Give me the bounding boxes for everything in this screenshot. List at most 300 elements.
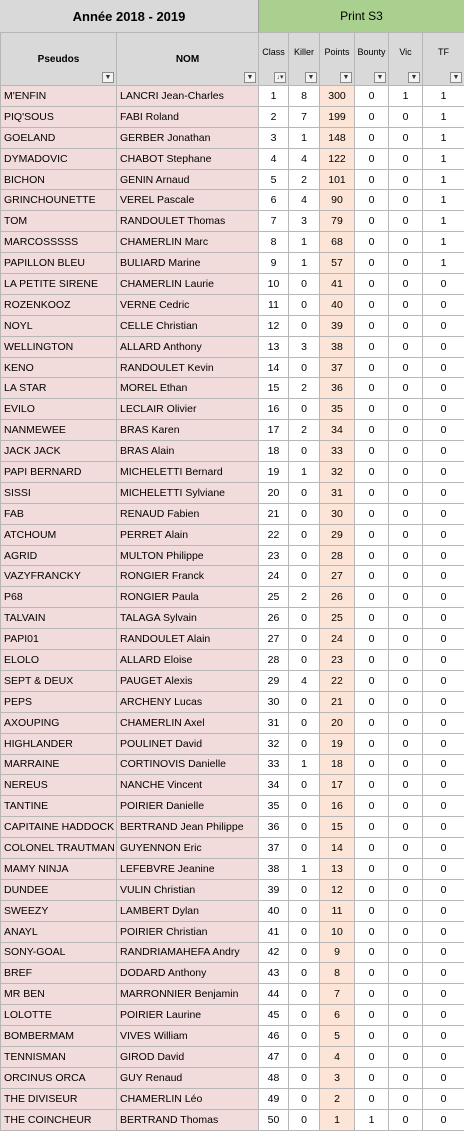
nom-cell[interactable]: MARRONNIER Benjamin <box>117 984 259 1005</box>
nom-cell[interactable]: POIRIER Danielle <box>117 796 259 817</box>
nom-cell[interactable]: CHAMERLIN Marc <box>117 232 259 253</box>
bounty-cell[interactable]: 0 <box>355 942 389 963</box>
class-cell[interactable]: 24 <box>259 566 289 587</box>
tf-cell[interactable]: 0 <box>423 670 464 691</box>
tf-cell[interactable]: 0 <box>423 963 464 984</box>
pseudo-cell[interactable]: BREF <box>1 963 117 984</box>
points-cell[interactable]: 3 <box>320 1067 355 1088</box>
class-cell[interactable]: 39 <box>259 879 289 900</box>
class-cell[interactable]: 2 <box>259 106 289 127</box>
tf-cell[interactable]: 1 <box>423 86 464 107</box>
tf-cell[interactable]: 0 <box>423 900 464 921</box>
bounty-cell[interactable]: 0 <box>355 879 389 900</box>
killer-cell[interactable]: 0 <box>289 274 320 295</box>
class-cell[interactable]: 25 <box>259 587 289 608</box>
vic-cell[interactable]: 0 <box>389 1026 423 1047</box>
tf-cell[interactable]: 0 <box>423 858 464 879</box>
pseudo-cell[interactable]: ORCINUS ORCA <box>1 1067 117 1088</box>
points-cell[interactable]: 2 <box>320 1088 355 1109</box>
bounty-cell[interactable]: 0 <box>355 775 389 796</box>
class-cell[interactable]: 38 <box>259 858 289 879</box>
class-cell[interactable]: 26 <box>259 608 289 629</box>
tf-cell[interactable]: 1 <box>423 211 464 232</box>
pseudo-cell[interactable]: LA PETITE SIRENE <box>1 274 117 295</box>
tf-cell[interactable]: 0 <box>423 1026 464 1047</box>
class-cell[interactable]: 12 <box>259 315 289 336</box>
killer-cell[interactable]: 0 <box>289 524 320 545</box>
nom-cell[interactable]: CHAMERLIN Laurie <box>117 274 259 295</box>
vic-cell[interactable]: 0 <box>389 921 423 942</box>
killer-cell[interactable]: 1 <box>289 253 320 274</box>
bounty-cell[interactable]: 0 <box>355 566 389 587</box>
points-cell[interactable]: 90 <box>320 190 355 211</box>
points-cell[interactable]: 39 <box>320 315 355 336</box>
nom-cell[interactable]: BRAS Karen <box>117 420 259 441</box>
points-cell[interactable]: 17 <box>320 775 355 796</box>
killer-cell[interactable]: 0 <box>289 963 320 984</box>
vic-cell[interactable]: 0 <box>389 691 423 712</box>
tf-cell[interactable]: 0 <box>423 650 464 671</box>
bounty-cell[interactable]: 0 <box>355 106 389 127</box>
killer-cell[interactable]: 0 <box>289 566 320 587</box>
pseudo-cell[interactable]: ATCHOUM <box>1 524 117 545</box>
vic-cell[interactable]: 0 <box>389 399 423 420</box>
tf-cell[interactable]: 0 <box>423 817 464 838</box>
bounty-cell[interactable]: 0 <box>355 232 389 253</box>
killer-cell[interactable]: 0 <box>289 441 320 462</box>
pseudo-cell[interactable]: EVILO <box>1 399 117 420</box>
killer-cell[interactable]: 4 <box>289 670 320 691</box>
nom-cell[interactable]: POIRIER Christian <box>117 921 259 942</box>
nom-cell[interactable]: GENIN Arnaud <box>117 169 259 190</box>
vic-cell[interactable]: 0 <box>389 524 423 545</box>
points-cell[interactable]: 34 <box>320 420 355 441</box>
points-cell[interactable]: 12 <box>320 879 355 900</box>
killer-cell[interactable]: 0 <box>289 817 320 838</box>
vic-cell[interactable]: 0 <box>389 817 423 838</box>
points-cell[interactable]: 26 <box>320 587 355 608</box>
class-cell[interactable]: 34 <box>259 775 289 796</box>
vic-cell[interactable]: 0 <box>389 1046 423 1067</box>
vic-cell[interactable]: 0 <box>389 942 423 963</box>
tf-cell[interactable]: 1 <box>423 106 464 127</box>
points-cell[interactable]: 29 <box>320 524 355 545</box>
nom-cell[interactable]: LANCRI Jean-Charles <box>117 86 259 107</box>
class-cell[interactable]: 9 <box>259 253 289 274</box>
tf-cell[interactable]: 0 <box>423 879 464 900</box>
bounty-cell[interactable]: 0 <box>355 1067 389 1088</box>
nom-cell[interactable]: BERTRAND Jean Philippe <box>117 817 259 838</box>
points-cell[interactable]: 79 <box>320 211 355 232</box>
points-cell[interactable]: 32 <box>320 462 355 483</box>
vic-cell[interactable]: 0 <box>389 566 423 587</box>
points-cell[interactable]: 5 <box>320 1026 355 1047</box>
class-cell[interactable]: 8 <box>259 232 289 253</box>
dropdown-filter-icon[interactable]: ▼ <box>374 72 386 83</box>
nom-cell[interactable]: DODARD Anthony <box>117 963 259 984</box>
points-cell[interactable]: 101 <box>320 169 355 190</box>
points-cell[interactable]: 122 <box>320 148 355 169</box>
nom-cell[interactable]: LEFEBVRE Jeanine <box>117 858 259 879</box>
killer-cell[interactable]: 4 <box>289 148 320 169</box>
nom-cell[interactable]: RANDOULET Kevin <box>117 357 259 378</box>
points-cell[interactable]: 16 <box>320 796 355 817</box>
points-cell[interactable]: 148 <box>320 127 355 148</box>
bounty-cell[interactable]: 0 <box>355 754 389 775</box>
pseudo-cell[interactable]: TENNISMAN <box>1 1046 117 1067</box>
pseudo-cell[interactable]: THE COINCHEUR <box>1 1109 117 1130</box>
tf-cell[interactable]: 0 <box>423 1067 464 1088</box>
bounty-cell[interactable]: 0 <box>355 733 389 754</box>
tf-cell[interactable]: 0 <box>423 712 464 733</box>
vic-cell[interactable]: 0 <box>389 879 423 900</box>
killer-cell[interactable]: 0 <box>289 1046 320 1067</box>
pseudo-cell[interactable]: P68 <box>1 587 117 608</box>
class-cell[interactable]: 21 <box>259 503 289 524</box>
killer-cell[interactable]: 0 <box>289 775 320 796</box>
killer-cell[interactable]: 0 <box>289 608 320 629</box>
bounty-cell[interactable]: 0 <box>355 211 389 232</box>
tf-cell[interactable]: 0 <box>423 984 464 1005</box>
nom-cell[interactable]: PERRET Alain <box>117 524 259 545</box>
pseudo-cell[interactable]: JACK JACK <box>1 441 117 462</box>
points-cell[interactable]: 33 <box>320 441 355 462</box>
nom-cell[interactable]: BULIARD Marine <box>117 253 259 274</box>
pseudo-cell[interactable]: GOELAND <box>1 127 117 148</box>
killer-cell[interactable]: 0 <box>289 900 320 921</box>
vic-cell[interactable]: 0 <box>389 963 423 984</box>
class-cell[interactable]: 43 <box>259 963 289 984</box>
class-cell[interactable]: 23 <box>259 545 289 566</box>
class-cell[interactable]: 22 <box>259 524 289 545</box>
tf-cell[interactable]: 0 <box>423 1109 464 1130</box>
vic-cell[interactable]: 0 <box>389 190 423 211</box>
class-cell[interactable]: 41 <box>259 921 289 942</box>
killer-cell[interactable]: 0 <box>289 796 320 817</box>
class-cell[interactable]: 18 <box>259 441 289 462</box>
class-cell[interactable]: 49 <box>259 1088 289 1109</box>
bounty-cell[interactable]: 0 <box>355 127 389 148</box>
nom-cell[interactable]: RONGIER Paula <box>117 587 259 608</box>
nom-cell[interactable]: BERTRAND Thomas <box>117 1109 259 1130</box>
vic-cell[interactable]: 0 <box>389 1109 423 1130</box>
class-cell[interactable]: 35 <box>259 796 289 817</box>
pseudo-cell[interactable]: ELOLO <box>1 650 117 671</box>
nom-cell[interactable]: RANDRIAMAHEFA Andry <box>117 942 259 963</box>
pseudo-cell[interactable]: PEPS <box>1 691 117 712</box>
bounty-cell[interactable]: 0 <box>355 858 389 879</box>
tf-cell[interactable]: 0 <box>423 608 464 629</box>
tf-cell[interactable]: 0 <box>423 691 464 712</box>
nom-cell[interactable]: MICHELETTI Sylviane <box>117 482 259 503</box>
pseudo-cell[interactable]: DUNDEE <box>1 879 117 900</box>
vic-cell[interactable]: 0 <box>389 482 423 503</box>
points-cell[interactable]: 13 <box>320 858 355 879</box>
killer-cell[interactable]: 1 <box>289 232 320 253</box>
bounty-cell[interactable]: 0 <box>355 817 389 838</box>
killer-cell[interactable]: 0 <box>289 315 320 336</box>
points-cell[interactable]: 199 <box>320 106 355 127</box>
pseudo-cell[interactable]: MARRAINE <box>1 754 117 775</box>
tf-cell[interactable]: 0 <box>423 1046 464 1067</box>
nom-cell[interactable]: RENAUD Fabien <box>117 503 259 524</box>
vic-cell[interactable]: 0 <box>389 211 423 232</box>
points-cell[interactable]: 37 <box>320 357 355 378</box>
nom-cell[interactable]: ALLARD Anthony <box>117 336 259 357</box>
pseudo-cell[interactable]: PAPILLON BLEU <box>1 253 117 274</box>
points-cell[interactable]: 35 <box>320 399 355 420</box>
dropdown-filter-icon[interactable]: ▼ <box>244 72 256 83</box>
tf-cell[interactable]: 1 <box>423 127 464 148</box>
dropdown-filter-icon[interactable]: ▼ <box>340 72 352 83</box>
tf-cell[interactable]: 0 <box>423 775 464 796</box>
tf-cell[interactable]: 0 <box>423 942 464 963</box>
tf-cell[interactable]: 0 <box>423 315 464 336</box>
tf-cell[interactable]: 0 <box>423 336 464 357</box>
points-cell[interactable]: 30 <box>320 503 355 524</box>
vic-cell[interactable]: 0 <box>389 545 423 566</box>
killer-cell[interactable]: 4 <box>289 190 320 211</box>
killer-cell[interactable]: 0 <box>289 1005 320 1026</box>
points-cell[interactable]: 11 <box>320 900 355 921</box>
pseudo-cell[interactable]: ROZENKOOZ <box>1 294 117 315</box>
nom-cell[interactable]: GUYENNON Eric <box>117 838 259 859</box>
class-cell[interactable]: 17 <box>259 420 289 441</box>
points-cell[interactable]: 6 <box>320 1005 355 1026</box>
points-cell[interactable]: 27 <box>320 566 355 587</box>
bounty-cell[interactable]: 0 <box>355 482 389 503</box>
points-cell[interactable]: 4 <box>320 1046 355 1067</box>
tf-cell[interactable]: 0 <box>423 754 464 775</box>
tf-cell[interactable]: 0 <box>423 357 464 378</box>
bounty-cell[interactable]: 0 <box>355 796 389 817</box>
class-cell[interactable]: 11 <box>259 294 289 315</box>
killer-cell[interactable]: 0 <box>289 545 320 566</box>
nom-cell[interactable]: VERNE Cedric <box>117 294 259 315</box>
points-cell[interactable]: 23 <box>320 650 355 671</box>
killer-cell[interactable]: 2 <box>289 420 320 441</box>
killer-cell[interactable]: 0 <box>289 482 320 503</box>
killer-cell[interactable]: 0 <box>289 629 320 650</box>
killer-cell[interactable]: 2 <box>289 169 320 190</box>
bounty-cell[interactable]: 0 <box>355 629 389 650</box>
bounty-cell[interactable]: 0 <box>355 503 389 524</box>
killer-cell[interactable]: 1 <box>289 858 320 879</box>
tf-cell[interactable]: 1 <box>423 232 464 253</box>
nom-cell[interactable]: LECLAIR Olivier <box>117 399 259 420</box>
points-cell[interactable]: 20 <box>320 712 355 733</box>
nom-cell[interactable]: VEREL Pascale <box>117 190 259 211</box>
pseudo-cell[interactable]: PAPI01 <box>1 629 117 650</box>
killer-cell[interactable]: 0 <box>289 357 320 378</box>
points-cell[interactable]: 40 <box>320 294 355 315</box>
points-cell[interactable]: 31 <box>320 482 355 503</box>
bounty-cell[interactable]: 0 <box>355 921 389 942</box>
killer-cell[interactable]: 1 <box>289 462 320 483</box>
vic-cell[interactable]: 0 <box>389 670 423 691</box>
nom-cell[interactable]: RONGIER Franck <box>117 566 259 587</box>
bounty-cell[interactable]: 0 <box>355 462 389 483</box>
killer-cell[interactable]: 0 <box>289 503 320 524</box>
class-cell[interactable]: 33 <box>259 754 289 775</box>
killer-cell[interactable]: 0 <box>289 942 320 963</box>
tf-cell[interactable]: 1 <box>423 253 464 274</box>
points-cell[interactable]: 18 <box>320 754 355 775</box>
nom-cell[interactable]: CELLE Christian <box>117 315 259 336</box>
killer-cell[interactable]: 0 <box>289 1067 320 1088</box>
bounty-cell[interactable]: 0 <box>355 420 389 441</box>
vic-cell[interactable]: 0 <box>389 858 423 879</box>
tf-cell[interactable]: 0 <box>423 420 464 441</box>
vic-cell[interactable]: 0 <box>389 420 423 441</box>
tf-cell[interactable]: 0 <box>423 294 464 315</box>
bounty-cell[interactable]: 0 <box>355 545 389 566</box>
class-cell[interactable]: 50 <box>259 1109 289 1130</box>
points-cell[interactable]: 25 <box>320 608 355 629</box>
bounty-cell[interactable]: 0 <box>355 587 389 608</box>
pseudo-cell[interactable]: MR BEN <box>1 984 117 1005</box>
pseudo-cell[interactable]: BICHON <box>1 169 117 190</box>
nom-cell[interactable]: MICHELETTI Bernard <box>117 462 259 483</box>
pseudo-cell[interactable]: KENO <box>1 357 117 378</box>
class-cell[interactable]: 47 <box>259 1046 289 1067</box>
vic-cell[interactable]: 0 <box>389 169 423 190</box>
bounty-cell[interactable]: 0 <box>355 1088 389 1109</box>
killer-cell[interactable]: 1 <box>289 754 320 775</box>
vic-cell[interactable]: 0 <box>389 1005 423 1026</box>
pseudo-cell[interactable]: AGRID <box>1 545 117 566</box>
dropdown-filter-icon[interactable]: ▼ <box>408 72 420 83</box>
killer-cell[interactable]: 0 <box>289 838 320 859</box>
killer-cell[interactable]: 0 <box>289 294 320 315</box>
class-cell[interactable]: 31 <box>259 712 289 733</box>
nom-cell[interactable]: GUY Renaud <box>117 1067 259 1088</box>
nom-cell[interactable]: POULINET David <box>117 733 259 754</box>
pseudo-cell[interactable]: SWEEZY <box>1 900 117 921</box>
vic-cell[interactable]: 0 <box>389 733 423 754</box>
class-cell[interactable]: 13 <box>259 336 289 357</box>
points-cell[interactable]: 36 <box>320 378 355 399</box>
tf-cell[interactable]: 0 <box>423 629 464 650</box>
pseudo-cell[interactable]: DYMADOVIC <box>1 148 117 169</box>
vic-cell[interactable]: 0 <box>389 900 423 921</box>
vic-cell[interactable]: 0 <box>389 441 423 462</box>
pseudo-cell[interactable]: FAB <box>1 503 117 524</box>
tf-cell[interactable]: 0 <box>423 503 464 524</box>
class-cell[interactable]: 36 <box>259 817 289 838</box>
class-cell[interactable]: 40 <box>259 900 289 921</box>
pseudo-cell[interactable]: SEPT & DEUX <box>1 670 117 691</box>
points-cell[interactable]: 1 <box>320 1109 355 1130</box>
tf-cell[interactable]: 1 <box>423 148 464 169</box>
bounty-cell[interactable]: 0 <box>355 712 389 733</box>
points-cell[interactable]: 68 <box>320 232 355 253</box>
class-cell[interactable]: 1 <box>259 86 289 107</box>
nom-cell[interactable]: BRAS Alain <box>117 441 259 462</box>
vic-cell[interactable]: 0 <box>389 274 423 295</box>
nom-cell[interactable]: FABI Roland <box>117 106 259 127</box>
nom-cell[interactable]: CORTINOVIS Danielle <box>117 754 259 775</box>
vic-cell[interactable]: 0 <box>389 462 423 483</box>
pseudo-cell[interactable]: PIQ'SOUS <box>1 106 117 127</box>
tf-cell[interactable]: 0 <box>423 399 464 420</box>
class-cell[interactable]: 45 <box>259 1005 289 1026</box>
vic-cell[interactable]: 0 <box>389 796 423 817</box>
nom-cell[interactable]: ARCHENY Lucas <box>117 691 259 712</box>
tf-cell[interactable]: 0 <box>423 482 464 503</box>
vic-cell[interactable]: 0 <box>389 357 423 378</box>
pseudo-cell[interactable]: SISSI <box>1 482 117 503</box>
points-cell[interactable]: 7 <box>320 984 355 1005</box>
class-cell[interactable]: 6 <box>259 190 289 211</box>
class-cell[interactable]: 46 <box>259 1026 289 1047</box>
bounty-cell[interactable]: 0 <box>355 691 389 712</box>
pseudo-cell[interactable]: THE DIVISEUR <box>1 1088 117 1109</box>
bounty-cell[interactable]: 0 <box>355 148 389 169</box>
vic-cell[interactable]: 0 <box>389 754 423 775</box>
bounty-cell[interactable]: 1 <box>355 1109 389 1130</box>
class-cell[interactable]: 15 <box>259 378 289 399</box>
points-cell[interactable]: 38 <box>320 336 355 357</box>
tf-cell[interactable]: 0 <box>423 1005 464 1026</box>
points-cell[interactable]: 14 <box>320 838 355 859</box>
nom-cell[interactable]: RANDOULET Thomas <box>117 211 259 232</box>
points-cell[interactable]: 41 <box>320 274 355 295</box>
bounty-cell[interactable]: 0 <box>355 900 389 921</box>
vic-cell[interactable]: 0 <box>389 984 423 1005</box>
points-cell[interactable]: 21 <box>320 691 355 712</box>
bounty-cell[interactable]: 0 <box>355 357 389 378</box>
vic-cell[interactable]: 0 <box>389 503 423 524</box>
pseudo-cell[interactable]: M'ENFIN <box>1 86 117 107</box>
tf-cell[interactable]: 0 <box>423 587 464 608</box>
nom-cell[interactable]: RANDOULET Alain <box>117 629 259 650</box>
tf-cell[interactable]: 0 <box>423 796 464 817</box>
points-cell[interactable]: 15 <box>320 817 355 838</box>
killer-cell[interactable]: 0 <box>289 399 320 420</box>
killer-cell[interactable]: 3 <box>289 336 320 357</box>
class-cell[interactable]: 28 <box>259 650 289 671</box>
bounty-cell[interactable]: 0 <box>355 1026 389 1047</box>
tf-cell[interactable]: 0 <box>423 921 464 942</box>
nom-cell[interactable]: CHAMERLIN Axel <box>117 712 259 733</box>
killer-cell[interactable]: 0 <box>289 879 320 900</box>
killer-cell[interactable]: 1 <box>289 127 320 148</box>
nom-cell[interactable]: GIROD David <box>117 1046 259 1067</box>
pseudo-cell[interactable]: TOM <box>1 211 117 232</box>
class-cell[interactable]: 42 <box>259 942 289 963</box>
vic-cell[interactable]: 0 <box>389 712 423 733</box>
killer-cell[interactable]: 0 <box>289 1026 320 1047</box>
vic-cell[interactable]: 0 <box>389 587 423 608</box>
killer-cell[interactable]: 3 <box>289 211 320 232</box>
nom-cell[interactable]: PAUGET Alexis <box>117 670 259 691</box>
vic-cell[interactable]: 0 <box>389 315 423 336</box>
class-cell[interactable]: 5 <box>259 169 289 190</box>
pseudo-cell[interactable]: AXOUPING <box>1 712 117 733</box>
pseudo-cell[interactable]: LOLOTTE <box>1 1005 117 1026</box>
class-cell[interactable]: 19 <box>259 462 289 483</box>
bounty-cell[interactable]: 0 <box>355 169 389 190</box>
bounty-cell[interactable]: 0 <box>355 399 389 420</box>
points-cell[interactable]: 28 <box>320 545 355 566</box>
killer-cell[interactable]: 0 <box>289 984 320 1005</box>
tf-cell[interactable]: 0 <box>423 1088 464 1109</box>
vic-cell[interactable]: 0 <box>389 336 423 357</box>
nom-cell[interactable]: TALAGA Sylvain <box>117 608 259 629</box>
points-cell[interactable]: 19 <box>320 733 355 754</box>
pseudo-cell[interactable]: LA STAR <box>1 378 117 399</box>
